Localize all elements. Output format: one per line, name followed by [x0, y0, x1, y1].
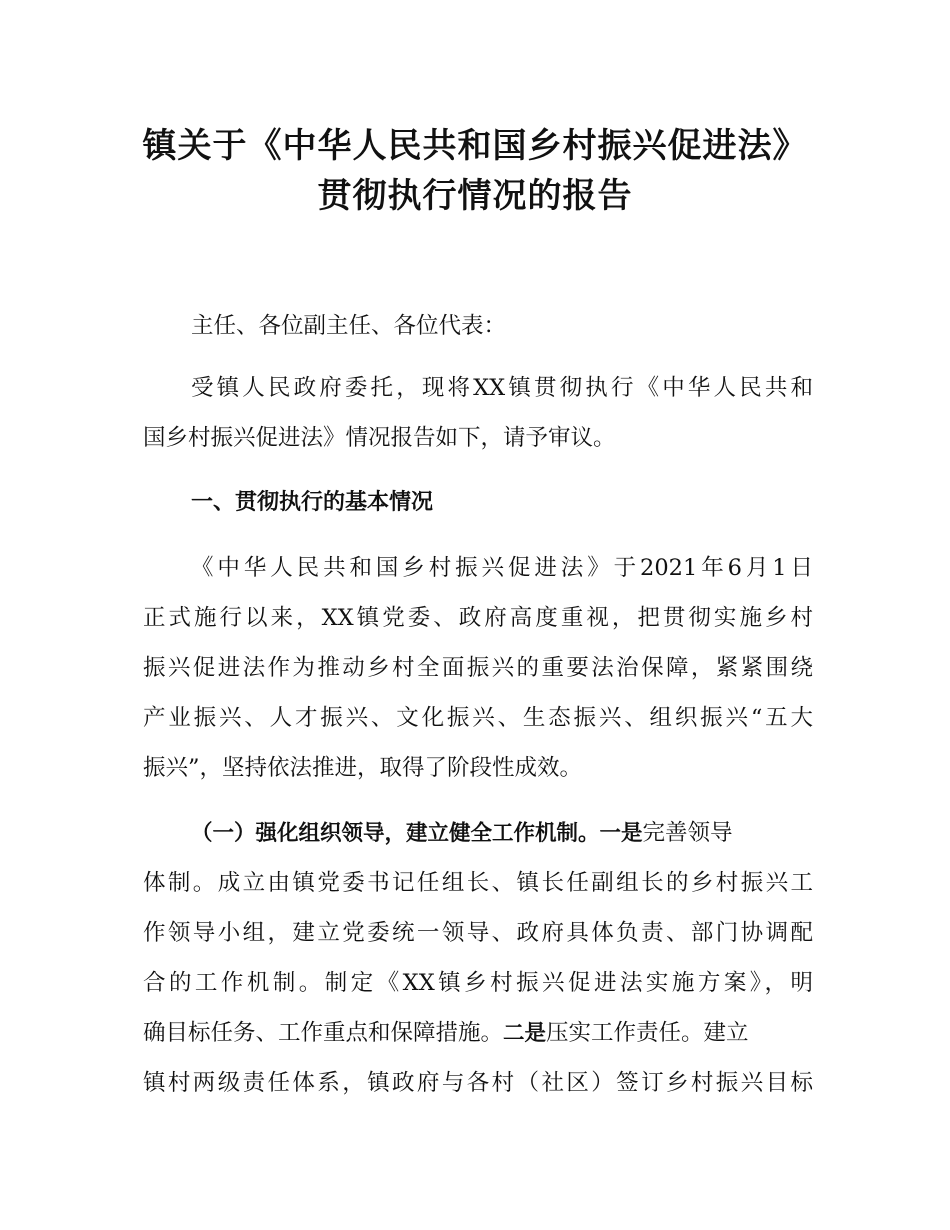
subsection-1-heading: （一）强化组织领导，建立健全工作机制。 [191, 821, 600, 846]
section-1-para-line-2: 正式施行以来，XX镇党委、政府高度重视，把贯彻实施乡村 [143, 605, 813, 631]
intro-line-2: 国乡村振兴促进法》情况报告如下，请予审议。 [143, 425, 616, 451]
section-1-para-line-3: 振兴促进法作为推动乡村全面振兴的重要法治保障，紧紧围绕 [143, 655, 813, 681]
first-point-label: 一是 [599, 821, 643, 846]
first-point-text: 完善领导 [642, 820, 733, 846]
section-1-para-line-5: 振兴”，坚持依法推进，取得了阶段性成效。 [143, 755, 583, 781]
subsection-1-line-5 [143, 1018, 813, 1049]
line-5-text-b: 压实工作责任。建立 [546, 1020, 749, 1046]
subsection-1-line-4: 合的工作机制。制定《XX镇乡村振兴促进法实施方案》，明 [143, 970, 813, 996]
second-point-label: 二是 [503, 1021, 547, 1046]
section-1-para-line-1: 《中华人民共和国乡村振兴促进法》于2021年6月1日 [191, 555, 813, 581]
section-1-para-line-4: 产业振兴、人才振兴、文化振兴、生态振兴、组织振兴“五大 [143, 705, 813, 731]
subsection-1-line-2: 体制。成立由镇党委书记任组长、镇长任副组长的乡村振兴工 [143, 870, 813, 896]
subsection-1-line-1 [191, 818, 813, 849]
document-title-line-2: 贯彻执行情况的报告 [317, 176, 633, 216]
subsection-1-line-6: 镇村两级责任体系，镇政府与各村（社区）签订乡村振兴目标 [143, 1070, 813, 1096]
section-1-heading: 一、贯彻执行的基本情况 [191, 490, 434, 515]
subsection-1-line-3: 作领导小组，建立党委统一领导、政府具体负责、部门协调配 [143, 920, 813, 946]
intro-line-1: 受镇人民政府委托，现将XX镇贯彻执行《中华人民共和 [191, 375, 813, 401]
document-title-line-1: 镇关于《中华人民共和国乡村振兴促进法》 [142, 126, 808, 166]
salutation: 主任、各位副主任、各位代表： [191, 313, 507, 339]
line-5-text-a: 确目标任务、工作重点和保障措施。 [143, 1020, 504, 1046]
